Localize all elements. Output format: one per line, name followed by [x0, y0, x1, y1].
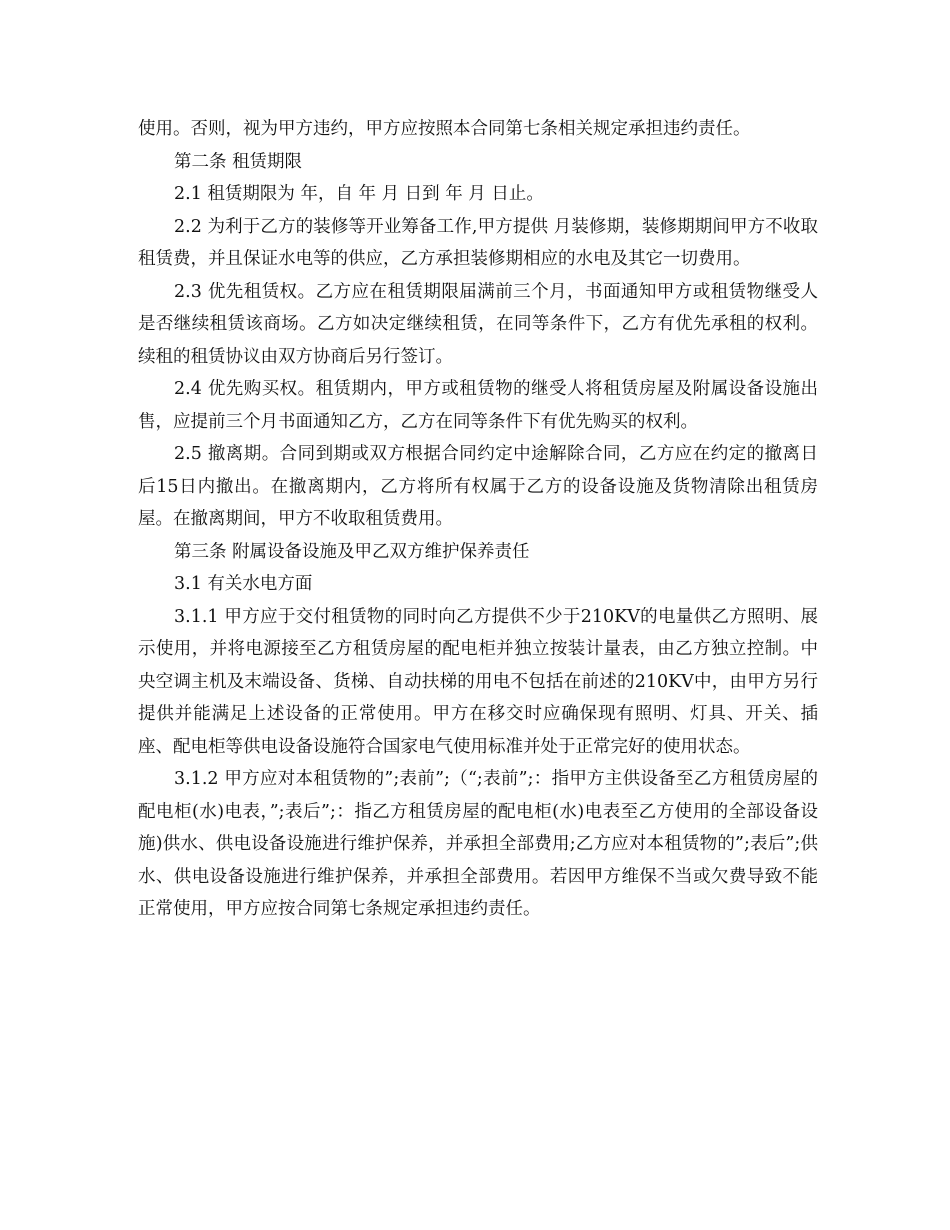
article-2-heading: 第二条 租赁期限: [174, 151, 303, 172]
clause-2-1: 2.1 租赁期限为 年，自 年 月 日到 年 月 日止。: [174, 184, 544, 204]
article-3-heading: 第三条 附属设备设施及甲乙双方维护保养责任: [174, 541, 530, 562]
clause-2-3: 2.3 优先租赁权。乙方应在租赁期限届满前三个月，书面通知甲方或租赁物继受人是否继续租赁该商场。乙方如决定继续租赁，在同等条件下，乙方有优先承租的权利。续租的租赁协议由双方协商后另行签订。: [138, 281, 818, 367]
clause-3-1-1: 3.1.1 甲方应于交付租赁物的同时向乙方提供不少于210KV的电量供乙方照明、展示使用，并将电源接至乙方租赁房屋的配电柜并独立按装计量表，由乙方独立控制。中央空调主机及末端设备、货梯、自动扶梯的用电不包括在前述的210KV中，由甲方另行提供并能满足上述设备的正常使用。甲方在移交时应确保现有照明、灯具、开关、插座、配电柜等供电设备设施符合国家电气使用标准并处于正常完好的使用状态。: [138, 606, 818, 757]
clause-2-2: 2.2 为利于乙方的装修等开业筹备工作,甲方提供 月装修期，装修期期间甲方不收取租赁费，并且保证水电等的供应，乙方承担装修期相应的水电及其它一切费用。: [138, 216, 818, 269]
document-body: [138, 113, 818, 926]
clause-3-1: 3.1 有关水电方面: [174, 574, 313, 594]
clause-3-1-2: 3.1.2 甲方应对本租赁物的”;表前”;（“;表前”;：指甲方主供设备至乙方租赁房屋的配电柜(水)电表，”;表后”;：指乙方租赁房屋的配电柜(水)电表至乙方使用的全部设备设施)供水、供电设备设施进行维护保养，并承担全部费用;乙方应对本租赁物的”;表后”;供水、供电设备设施进行维护保养，并承担全部费用。若因甲方维保不当或欠费导致不能正常使用，甲方应按合同第七条规定承担违约责任。: [138, 769, 818, 919]
paragraph-continuation: 使用。否则，视为甲方违约，甲方应按照本合同第七条相关规定承担违约责任。: [138, 119, 751, 139]
clause-2-4: 2.4 优先购买权。租赁期内，甲方或租赁物的继受人将租赁房屋及附属设备设施出售，应提前三个月书面通知乙方，乙方在同等条件下有优先购买的权利。: [138, 379, 818, 432]
clause-2-5: 2.5 撤离期。合同到期或双方根据合同约定中途解除合同，乙方应在约定的撤离日后15日内撤出。在撤离期内，乙方将所有权属于乙方的设备设施及货物清除出租赁房屋。在撤离期间，甲方不收取租赁费用。: [138, 444, 818, 529]
